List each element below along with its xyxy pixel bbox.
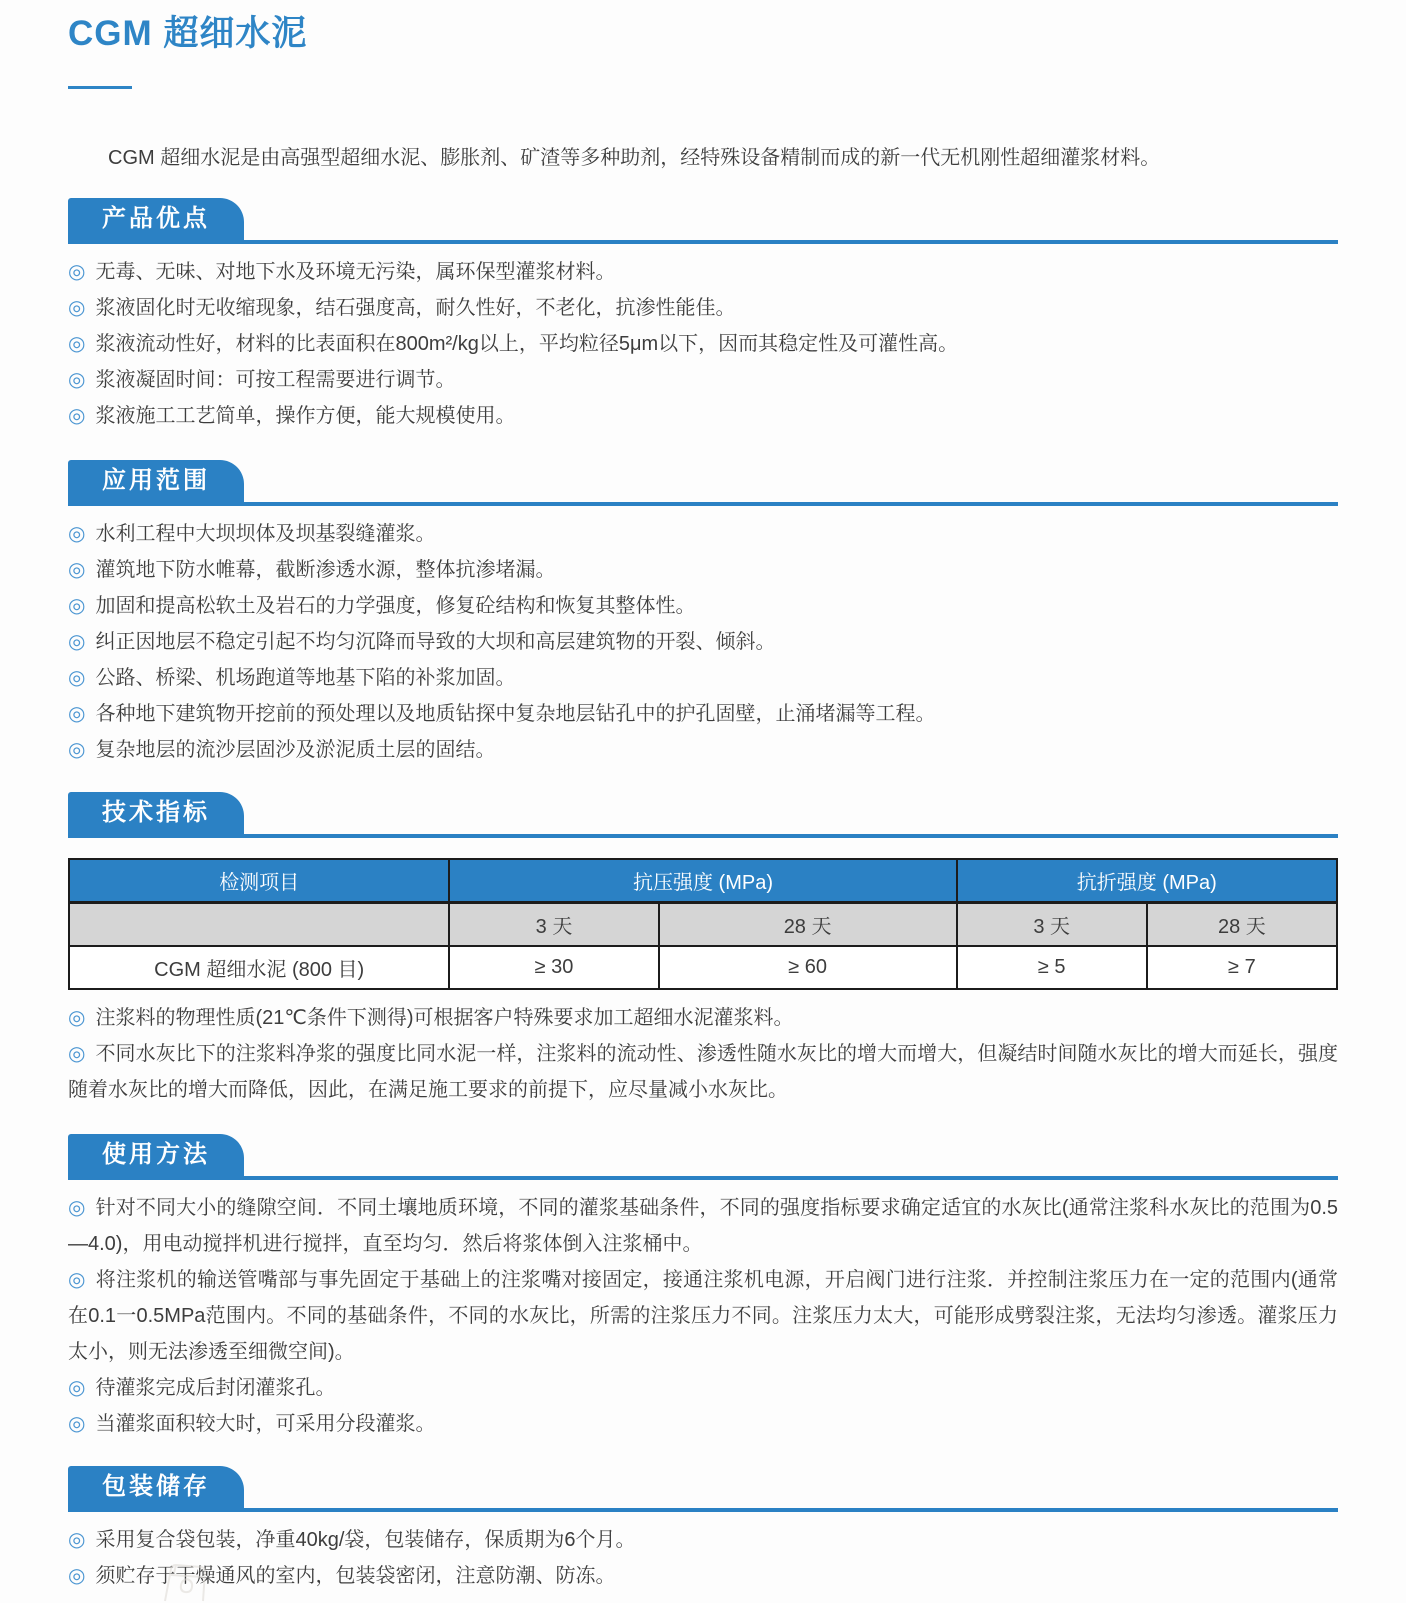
list-item bbox=[68, 588, 1338, 624]
list-item-text: 复杂地层的流沙层固沙及淤泥质土层的固结。 bbox=[95, 739, 496, 761]
advantages-list bbox=[68, 254, 1338, 434]
specs-table-subheader-row bbox=[69, 903, 1337, 947]
bullet-icon: ◎ bbox=[68, 333, 86, 355]
bullet-icon: ◎ bbox=[68, 1377, 86, 1399]
list-item bbox=[68, 362, 1338, 398]
list-item-text: 注浆料的物理性质(21℃条件下测得)可根据客户特殊要求加工超细水泥灌浆料。 bbox=[95, 1007, 794, 1029]
list-item-text: 公路、桥梁、机场跑道等地基下陷的补浆加固。 bbox=[95, 667, 516, 689]
table-value-cell: ≥ 60 bbox=[659, 946, 957, 989]
bullet-icon: ◎ bbox=[68, 667, 86, 689]
list-item bbox=[68, 660, 1338, 696]
list-item-text: 将注浆机的输送管嘴部与事先固定于基础上的注浆嘴对接固定，接通注浆机电源，开启阀门进行注浆．并控制注浆压力在一定的范围内(通常在0.1一0.5MPa范围内。不同的基础条件，不同的水灰比，所需的注浆压力不同。注浆压力太大，可能形成劈裂注浆，无法均匀渗透。灌浆压力太小，则无法渗透至细微空间)。 bbox=[68, 1269, 1338, 1363]
table-subheader-cell: 3 天 bbox=[957, 903, 1147, 947]
intro-paragraph: CGM 超细水泥是由高强型超细水泥、膨胀剂、矿渣等多种助剂，经特殊设备精制而成的新一代无机刚性超细灌浆材料。 bbox=[108, 147, 1161, 169]
list-item-text: 针对不同大小的缝隙空间．不同土壤地质环境，不同的灌浆基础条件，不同的强度指标要求确定适宜的水灰比(通常注浆科水灰比的范围为0.5—4.0)，用电动搅拌机进行搅拌，直至均匀．然后将浆体倒入注浆桶中。 bbox=[68, 1197, 1339, 1255]
section-tab-advantages: 产品优点 bbox=[68, 198, 244, 240]
list-item bbox=[68, 290, 1338, 326]
page-title: CGM 超细水泥 bbox=[68, 14, 308, 53]
list-item bbox=[68, 326, 1338, 362]
list-item bbox=[68, 1036, 1338, 1108]
list-item-text: 采用复合袋包装，净重40kg/袋，包装储存，保质期为6个月。 bbox=[95, 1529, 636, 1551]
title-underline bbox=[68, 86, 132, 89]
list-item bbox=[68, 516, 1338, 552]
list-item bbox=[68, 1558, 1338, 1594]
list-item bbox=[68, 552, 1338, 588]
table-value-cell: ≥ 5 bbox=[957, 946, 1147, 989]
table-header-compressive: 抗压强度 (MPa) bbox=[449, 859, 956, 903]
list-item-text: 当灌浆面积较大时，可采用分段灌浆。 bbox=[95, 1413, 436, 1435]
specs-table-data-row bbox=[69, 946, 1337, 989]
packaging-list bbox=[68, 1522, 1338, 1594]
list-item bbox=[68, 624, 1338, 660]
bullet-icon: ◎ bbox=[68, 1007, 86, 1029]
list-item-text: 各种地下建筑物开挖前的预处理以及地质钻探中复杂地层钻孔中的护孔固壁，止涌堵漏等工程。 bbox=[95, 703, 936, 725]
table-value-cell: ≥ 30 bbox=[449, 946, 658, 989]
bullet-icon: ◎ bbox=[68, 369, 86, 391]
list-item-text: 浆液流动性好，材料的比表面积在800m²/kg以上，平均粒径5μm以下，因而其稳定性及可灌性高。 bbox=[95, 333, 959, 355]
section-tab-packaging: 包装储存 bbox=[68, 1466, 244, 1508]
section-tab-usage: 使用方法 bbox=[68, 1134, 244, 1176]
table-subheader-cell: 28 天 bbox=[1147, 903, 1337, 947]
bullet-icon: ◎ bbox=[68, 1413, 86, 1435]
bullet-icon: ◎ bbox=[68, 1565, 86, 1587]
bullet-icon: ◎ bbox=[68, 523, 86, 545]
cement-bag-watermark-icon bbox=[143, 1563, 229, 1603]
list-item-text: 纠正因地层不稳定引起不均匀沉降而导致的大坝和高层建筑物的开裂、倾斜。 bbox=[95, 631, 776, 653]
table-header-project: 检测项目 bbox=[69, 859, 449, 903]
section-usage-heading bbox=[68, 1134, 1338, 1180]
specs-notes-list bbox=[68, 1000, 1338, 1108]
table-value-cell: ≥ 7 bbox=[1147, 946, 1337, 989]
list-item bbox=[68, 732, 1338, 768]
table-subheader-cell: 3 天 bbox=[449, 903, 658, 947]
bullet-icon: ◎ bbox=[68, 261, 86, 283]
list-item-text: 无毒、无味、对地下水及环境无污染，属环保型灌浆材料。 bbox=[95, 261, 616, 283]
section-packaging-heading bbox=[68, 1466, 1338, 1512]
section-advantages-heading bbox=[68, 198, 1338, 244]
section-applications-heading bbox=[68, 460, 1338, 506]
list-item-text: 加固和提高松软土及岩石的力学强度，修复砼结构和恢复其整体性。 bbox=[95, 595, 696, 617]
usage-list bbox=[68, 1190, 1338, 1442]
specs-table-header-row bbox=[69, 859, 1337, 903]
section-tab-specs: 技术指标 bbox=[68, 792, 244, 834]
list-item-text: 浆液施工工艺简单，操作方便，能大规模使用。 bbox=[95, 405, 516, 427]
bullet-icon: ◎ bbox=[68, 559, 86, 581]
list-item bbox=[68, 1262, 1338, 1370]
bullet-icon: ◎ bbox=[68, 631, 86, 653]
list-item bbox=[68, 1190, 1338, 1262]
table-subheader-empty bbox=[69, 903, 449, 947]
list-item bbox=[68, 1000, 1338, 1036]
bullet-icon: ◎ bbox=[68, 405, 86, 427]
table-subheader-cell: 28 天 bbox=[659, 903, 957, 947]
section-specs-heading bbox=[68, 792, 1338, 838]
list-item-text: 浆液凝固时间：可按工程需要进行调节。 bbox=[95, 369, 456, 391]
bullet-icon: ◎ bbox=[68, 739, 86, 761]
list-item bbox=[68, 1406, 1338, 1442]
bullet-icon: ◎ bbox=[68, 1043, 86, 1065]
bullet-icon: ◎ bbox=[68, 595, 86, 617]
list-item-text: 待灌浆完成后封闭灌浆孔。 bbox=[95, 1377, 336, 1399]
bullet-icon: ◎ bbox=[68, 1529, 86, 1551]
list-item bbox=[68, 1522, 1338, 1558]
list-item-text: 灌筑地下防水帷幕，截断渗透水源，整体抗渗堵漏。 bbox=[95, 559, 556, 581]
list-item-text: 浆液固化时无收缩现象，结石强度高，耐久性好，不老化，抗渗性能佳。 bbox=[95, 297, 736, 319]
list-item-text: 水利工程中大坝坝体及坝基裂缝灌浆。 bbox=[95, 523, 436, 545]
applications-list bbox=[68, 516, 1338, 768]
table-header-flexural: 抗折强度 (MPa) bbox=[957, 859, 1337, 903]
list-item bbox=[68, 254, 1338, 290]
section-tab-applications: 应用范围 bbox=[68, 460, 244, 502]
table-row-label: CGM 超细水泥 (800 目) bbox=[69, 946, 449, 989]
list-item-text: 不同水灰比下的注浆料净浆的强度比同水泥一样，注浆料的流动性、渗透性随水灰比的增大而增大，但凝结时间随水灰比的增大而延长，强度随着水灰比的增大而降低，因此，在满足施工要求的前提下，应尽量减小水灰比。 bbox=[68, 1043, 1339, 1101]
bullet-icon: ◎ bbox=[68, 1269, 86, 1291]
bullet-icon: ◎ bbox=[68, 297, 86, 319]
list-item bbox=[68, 1370, 1338, 1406]
bullet-icon: ◎ bbox=[68, 703, 86, 725]
bullet-icon: ◎ bbox=[68, 1197, 86, 1219]
list-item bbox=[68, 398, 1338, 434]
specs-table bbox=[68, 858, 1338, 990]
list-item bbox=[68, 696, 1338, 732]
list-item-text: 须贮存于干燥通风的室内，包装袋密闭，注意防潮、防冻。 bbox=[95, 1565, 616, 1587]
